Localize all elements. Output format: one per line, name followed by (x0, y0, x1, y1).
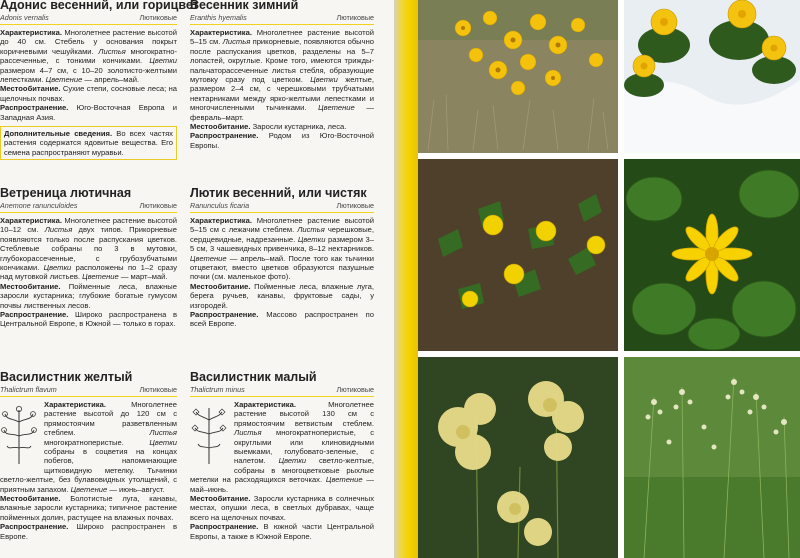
text-run: Сухие степи, сосновые леса; на щелочных почвах. (0, 84, 177, 103)
text-run: В южной части Центральной Европы, а также в Южной Европе. (190, 522, 374, 541)
paragraph (190, 28, 374, 122)
italic-term: Листья (297, 225, 325, 235)
text-run: Болотистые луга, канавы, влажные заросли кустарника; типичное растение пойменных долин, растущее на влажных почвах. (0, 494, 177, 522)
bold-label: Характеристика. (190, 216, 252, 225)
family-name: Лютиковые (139, 201, 177, 210)
italic-term: Цветение (325, 475, 363, 485)
entry-thalictrum-minus (190, 370, 374, 541)
text-run: черешковые, сердцевидные, надрезанные. (190, 225, 374, 244)
entry-eranthis (190, 0, 374, 150)
text-run: Многолетнее растение высотой до 40 см. Стебель у основания покрыт коричневыми чешуйками. (0, 28, 177, 56)
latin-name: Eranthis hyemalis (190, 13, 247, 22)
italic-term: Цветение (190, 253, 227, 263)
entry-body (0, 400, 177, 541)
additional-info-box (0, 126, 177, 160)
entry-title: Василистник малый (190, 370, 317, 384)
italic-term: Цветение (82, 272, 119, 282)
bold-label: Характеристика. (234, 400, 296, 409)
text-run: светло-желтые, собраны в многоцветковые рыхлые метелки на расходящихся веточках. (190, 456, 374, 485)
italic-term: Цветение (70, 484, 108, 494)
text-run: — апрель–май. После того как тычинки отцветают, вместо цветков образуются пазушные почки (см. маленькое фото). (190, 253, 374, 282)
paragraph (0, 103, 177, 122)
bold-label: Характеристика. (0, 216, 62, 225)
text-run: Родом из Юго-Восточной Европы. (190, 131, 374, 150)
entry-title: Лютик весенний, или чистяк (190, 186, 367, 200)
text-run: Заросли кустарника в солнечных местах, опушки леса, в светлых дубравах, чаще всего на щелочных почвах. (190, 494, 374, 522)
text-run: Во всех частях растения содержатся ядовитые вещества. Его семена распространяют муравьи. (4, 129, 173, 157)
text-run: собраны в соцветия на концах побегов, напоминающие щитковидную метелку. Тычинки светло-желтые, без булавовидных утолщений, с приятным запахом. (0, 447, 177, 494)
entry-body (190, 216, 374, 329)
bold-label: Характеристика. (190, 28, 252, 37)
family-name: Лютиковые (336, 13, 374, 22)
paragraph (190, 310, 374, 329)
paragraph (0, 28, 177, 84)
text-run: размером 3–5 см, 3 чашевидных привенчика, 8–12 нектарников. (190, 234, 374, 254)
text-run: Пойменные леса, влажные луга, берега ручьев, канавы, фруктовые сады, у изгородей. (190, 281, 374, 310)
photo-ficaria (624, 159, 800, 351)
entry-body (190, 28, 374, 150)
text-run: многократноперистые, с округлыми или клиновидными выемками, голубовато-зеленые, с налетом. (234, 428, 374, 466)
bold-label: Местообитание. (190, 122, 251, 132)
text-run: Многолетнее растение высотой 5–15 см с лежачим стеблем. (190, 216, 374, 235)
text-run: многократно-рассеченные, с тонкими кончиками. (0, 46, 177, 66)
entry-subheader (0, 13, 177, 25)
text-run: Многолетнее растение высотой 130 см с прямостоячим ветвистым стеблем. (234, 400, 374, 428)
right-page-photos (418, 0, 800, 558)
book-spine (394, 0, 418, 558)
italic-term: Цветки (310, 75, 338, 85)
italic-term: Цветки (297, 234, 326, 244)
photo-anemone (418, 159, 618, 351)
bold-label: Местообитание. (0, 281, 61, 291)
entry-subheader (0, 201, 177, 213)
bold-label: Распространение. (0, 522, 69, 532)
herb-drawing-icon (190, 402, 228, 466)
latin-name: Ranunculus ficaria (190, 201, 250, 210)
text-run: двух типов. Прикорневые появляются только после распускания цветков. Стеблевые собраны по 3 в мутовки, глубокорассеченные, с грубозубчатыми кончиками. (0, 225, 177, 273)
text-run: — февраль–март. (190, 103, 374, 122)
paragraph (0, 216, 177, 282)
text-run: Широко распространена в Центральной Европе, в Южной — только в горах. (0, 310, 177, 329)
paragraph (190, 216, 374, 282)
bold-label: Распространение. (0, 310, 69, 320)
italic-term: Цветки (149, 56, 177, 66)
text-run: Заросли кустарника, леса. (250, 122, 347, 132)
entry-subheader (190, 13, 374, 25)
text-run: — июнь–август. (107, 484, 165, 494)
text-run: размером 4–7 см, с 10–20 золотисто-желтыми лепестками. (0, 65, 177, 85)
text-run: Многолетнее растение высотой 10–12 см. (0, 216, 177, 235)
bold-label: Характеристика. (44, 400, 106, 409)
text-run: Многолетнее растение высотой 5–15 см. (190, 28, 374, 47)
italic-term: Цветки (43, 263, 72, 273)
bold-label: Распространение. (0, 103, 69, 113)
latin-name: Thalictrum flavum (0, 385, 57, 394)
entry-title: Адонис весенний, или горицвет (0, 0, 199, 12)
text-run: Широко распространен в Европе. (0, 522, 177, 541)
left-page (0, 0, 394, 558)
entry-body (0, 28, 177, 122)
entry-thalictrum-flavum (0, 370, 177, 541)
bold-label: Местообитание. (0, 494, 61, 504)
bold-label: Местообитание. (190, 494, 251, 504)
entry-subheader (190, 201, 374, 213)
text-run: — апрель–май. (82, 75, 140, 85)
bold-label: Местообитание. (190, 281, 251, 291)
text-run: Юго-Восточная Европа и Западная Азия. (0, 103, 177, 122)
text-run: желтые, размером 2–4 см, с черешковыми трубчатыми нектарниками между ярко-желтыми лепестками и многочисленными тычинками. (190, 75, 374, 113)
text-run: Пойменные леса, влажные заросли кустарника; глубокие богатые гумусом почвы лиственных лесов. (0, 281, 177, 310)
text-run: Многолетнее растение высотой до 120 см с прямостоячим разветвленным стеблем. (44, 400, 177, 438)
family-name: Лютиковые (336, 385, 374, 394)
bold-label: Распространение. (190, 522, 259, 532)
bold-label: Местообитание. (0, 84, 61, 94)
text-run: многократноперистые. (44, 437, 150, 447)
text-run: — май–июнь. (190, 475, 374, 494)
paragraph (190, 282, 374, 310)
text-run: расположены по 1–2 сразу над мутовкой листьев. (0, 263, 177, 282)
entry-adonis (0, 0, 199, 160)
entry-subheader (0, 385, 177, 397)
italic-term: Листья (98, 46, 126, 56)
paragraph (0, 282, 177, 310)
text-run: Массово распространен по всей Европе. (190, 310, 374, 329)
family-name: Лютиковые (336, 201, 374, 210)
photo-adonis (418, 0, 618, 153)
paragraph (190, 494, 374, 522)
family-name: Лютиковые (139, 385, 177, 394)
photo-eranthis (624, 0, 800, 153)
italic-term: Цветки (149, 437, 177, 447)
family-name: Лютиковые (139, 13, 177, 22)
italic-term: Листья (149, 428, 177, 438)
latin-name: Adonis vernalis (0, 13, 49, 22)
paragraph (190, 131, 374, 150)
entry-title: Василистник желтый (0, 370, 133, 384)
text-run: прикорневые, появляются обычно после распускания цветков, разделены на 5–7 лопастей, округлые. Кроме того, имеются трижды-пальчаторассеченные листья стебля, образующие мутовку сразу под цветком. (190, 37, 374, 85)
latin-name: Thalictrum minus (190, 385, 245, 394)
paragraph (0, 84, 177, 103)
paragraph (190, 522, 374, 541)
paragraph (0, 494, 177, 522)
italic-term: Листья (44, 225, 73, 235)
entry-ficaria (190, 186, 374, 329)
italic-term: Цветение (318, 103, 355, 113)
paragraph (0, 310, 177, 329)
entry-body (0, 216, 177, 329)
text-run: — март–май. (118, 272, 168, 282)
photo-thalictrum-flavum (418, 357, 618, 558)
photo-thalictrum-minus (624, 357, 800, 558)
entry-title: Ветреница лютичная (0, 186, 132, 200)
bold-label: Распространение. (190, 310, 259, 320)
herb-drawing-icon (0, 402, 38, 466)
bold-label: Характеристика. (0, 28, 62, 37)
bold-label: Распространение. (190, 131, 259, 141)
paragraph (0, 522, 177, 541)
entry-anemone (0, 186, 177, 329)
italic-term: Листья (234, 428, 262, 438)
italic-term: Листья (222, 37, 251, 47)
entry-title: Весенник зимний (190, 0, 299, 12)
bold-label: Дополнительные сведения. (4, 129, 113, 139)
italic-term: Цветки (278, 456, 307, 466)
latin-name: Anemone ranunculoides (0, 201, 78, 210)
entry-subheader (190, 385, 374, 397)
paragraph (190, 122, 374, 131)
entry-body (190, 400, 374, 541)
italic-term: Цветение (45, 75, 83, 85)
